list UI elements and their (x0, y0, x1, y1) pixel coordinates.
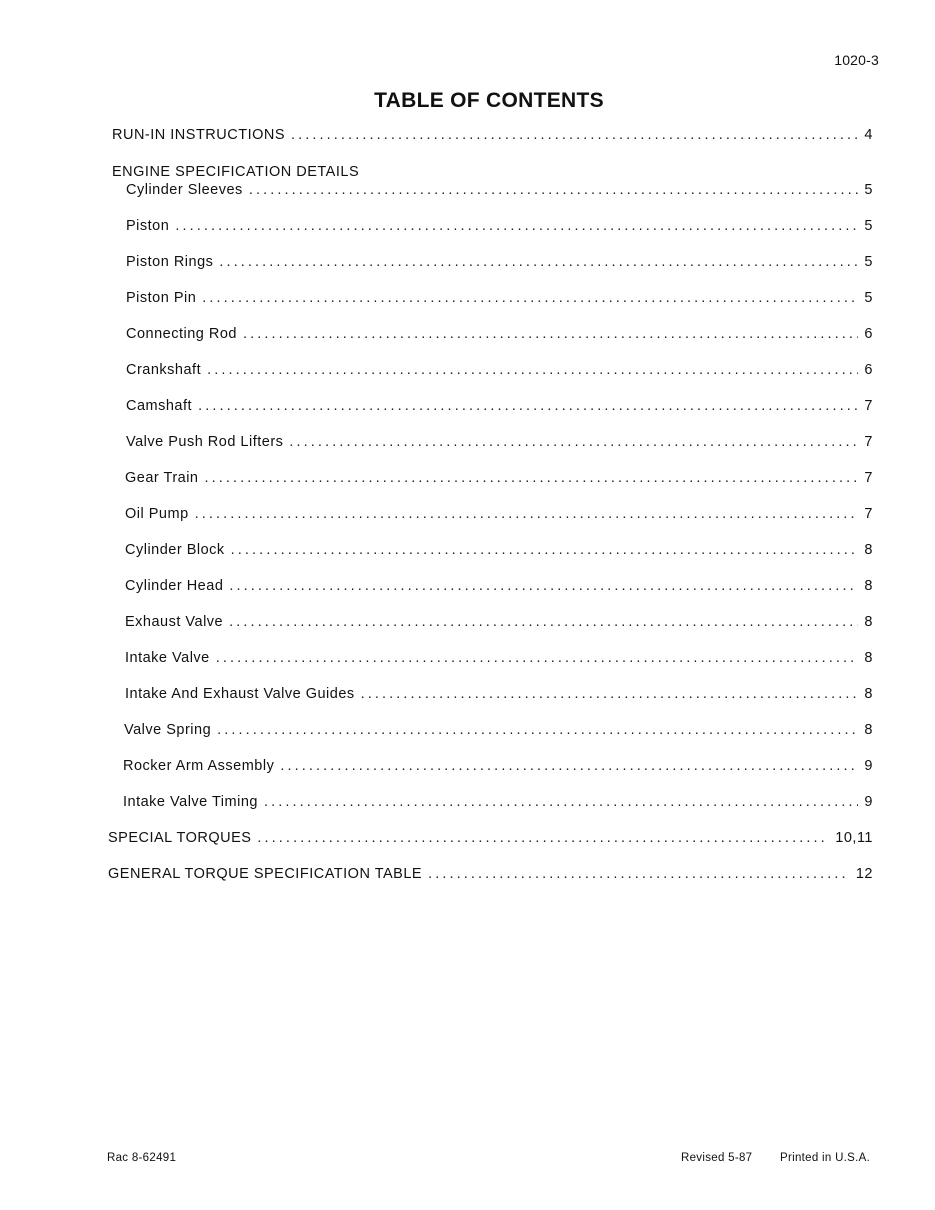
toc-entry-page: 8 (864, 722, 873, 738)
toc-entry-label: Gear Train (125, 470, 199, 486)
toc-entry-label: RUN-IN INSTRUCTIONS (112, 127, 286, 143)
toc-entry-label: Valve Spring (124, 722, 212, 738)
toc-entry-label: Camshaft (126, 398, 193, 414)
toc-entry-label: Piston Rings (126, 254, 214, 270)
toc-entry-label: Cylinder Block (125, 542, 225, 558)
toc-entry (125, 578, 873, 594)
toc-entry-label: Cylinder Head (125, 578, 224, 594)
toc-entry-page: 8 (864, 578, 873, 594)
toc-entry-page: 5 (864, 254, 873, 270)
toc-leader-dots (198, 398, 858, 414)
toc-leader-dots (202, 290, 858, 306)
toc-entry-page: 10,11 (835, 830, 873, 846)
toc-leader-dots (361, 686, 859, 702)
toc-entry-label: Connecting Rod (126, 326, 237, 342)
toc-entry-page: 9 (864, 794, 873, 810)
footer-printed: Printed in U.S.A. (780, 1152, 871, 1164)
toc-entry (125, 686, 873, 702)
toc-entry (125, 506, 873, 522)
toc-leader-dots (289, 434, 858, 450)
toc-entry-page: 9 (864, 758, 873, 774)
toc-leader-dots (216, 650, 859, 666)
toc-entry-label: Crankshaft (126, 362, 202, 378)
toc-leader-dots (249, 182, 859, 198)
toc-entry (123, 758, 873, 774)
toc-leader-dots (205, 470, 859, 486)
toc-entry-page: 12 (855, 866, 873, 882)
toc-entry-label: Exhaust Valve (125, 614, 224, 630)
footer-revised: Revised 5-87 (681, 1152, 753, 1164)
toc-leader-dots (231, 542, 859, 558)
toc-entry-page: 5 (864, 182, 873, 198)
toc-entry (126, 398, 873, 414)
toc-entry-page: 8 (864, 650, 873, 666)
toc-entry (126, 254, 873, 270)
toc-entry-page: 5 (864, 218, 873, 234)
toc-leader-dots (217, 722, 858, 738)
toc-entry-special-torques (108, 830, 873, 846)
toc-entry-label: Valve Push Rod Lifters (126, 434, 284, 450)
toc-entry-page: 6 (864, 326, 873, 342)
toc-entry-label: SPECIAL TORQUES (108, 830, 252, 846)
toc-entry-label: Piston Pin (126, 290, 197, 306)
toc-entry-label: Intake And Exhaust Valve Guides (125, 686, 355, 702)
toc-entry (126, 218, 873, 234)
toc-entry-general-torque (108, 866, 873, 882)
toc-leader-dots (229, 614, 858, 630)
toc-entry (124, 722, 873, 738)
toc-leader-dots (291, 127, 858, 143)
toc-entry-page: 8 (864, 686, 873, 702)
toc-leader-dots (195, 506, 859, 522)
toc-leader-dots (175, 218, 858, 234)
toc-entry (126, 362, 873, 378)
toc-entry (126, 434, 873, 450)
footer-document-number: Rac 8-62491 (107, 1152, 177, 1164)
toc-entry (126, 290, 873, 306)
toc-entry-page: 8 (864, 542, 873, 558)
toc-entry (125, 470, 873, 486)
toc-entry (125, 542, 873, 558)
toc-leader-dots (219, 254, 858, 270)
toc-entry-page: 7 (864, 470, 873, 486)
toc-entry-label: Cylinder Sleeves (126, 182, 243, 198)
toc-entry (125, 614, 873, 630)
toc-entry-label: Rocker Arm Assembly (123, 758, 275, 774)
toc-entry (123, 794, 873, 810)
toc-entry (125, 650, 873, 666)
toc-entry-page: 5 (864, 290, 873, 306)
toc-entry-label: Oil Pump (125, 506, 189, 522)
toc-leader-dots (428, 866, 850, 882)
toc-entry-label: GENERAL TORQUE SPECIFICATION TABLE (108, 866, 423, 882)
toc-entry-page: 6 (864, 362, 873, 378)
toc-entry-label: Intake Valve Timing (123, 794, 258, 810)
engine-section-heading: ENGINE SPECIFICATION DETAILS (112, 164, 360, 180)
toc-entry-page: 7 (864, 434, 873, 450)
toc-entry-label: Intake Valve (125, 650, 210, 666)
toc-entry-run-in (112, 127, 873, 143)
toc-leader-dots (280, 758, 858, 774)
toc-leader-dots (229, 578, 858, 594)
toc-leader-dots (264, 794, 858, 810)
toc-entry-page: 8 (864, 614, 873, 630)
toc-entry (126, 182, 873, 198)
toc-entry-page: 4 (864, 127, 873, 143)
toc-leader-dots (207, 362, 858, 378)
page-title: TABLE OF CONTENTS (374, 89, 604, 112)
toc-entry (126, 326, 873, 342)
toc-leader-dots (257, 830, 829, 846)
toc-entry-page: 7 (864, 398, 873, 414)
toc-entry-page: 7 (864, 506, 873, 522)
toc-entry-label: Piston (126, 218, 170, 234)
toc-leader-dots (243, 326, 858, 342)
page-number: 1020-3 (834, 52, 879, 68)
